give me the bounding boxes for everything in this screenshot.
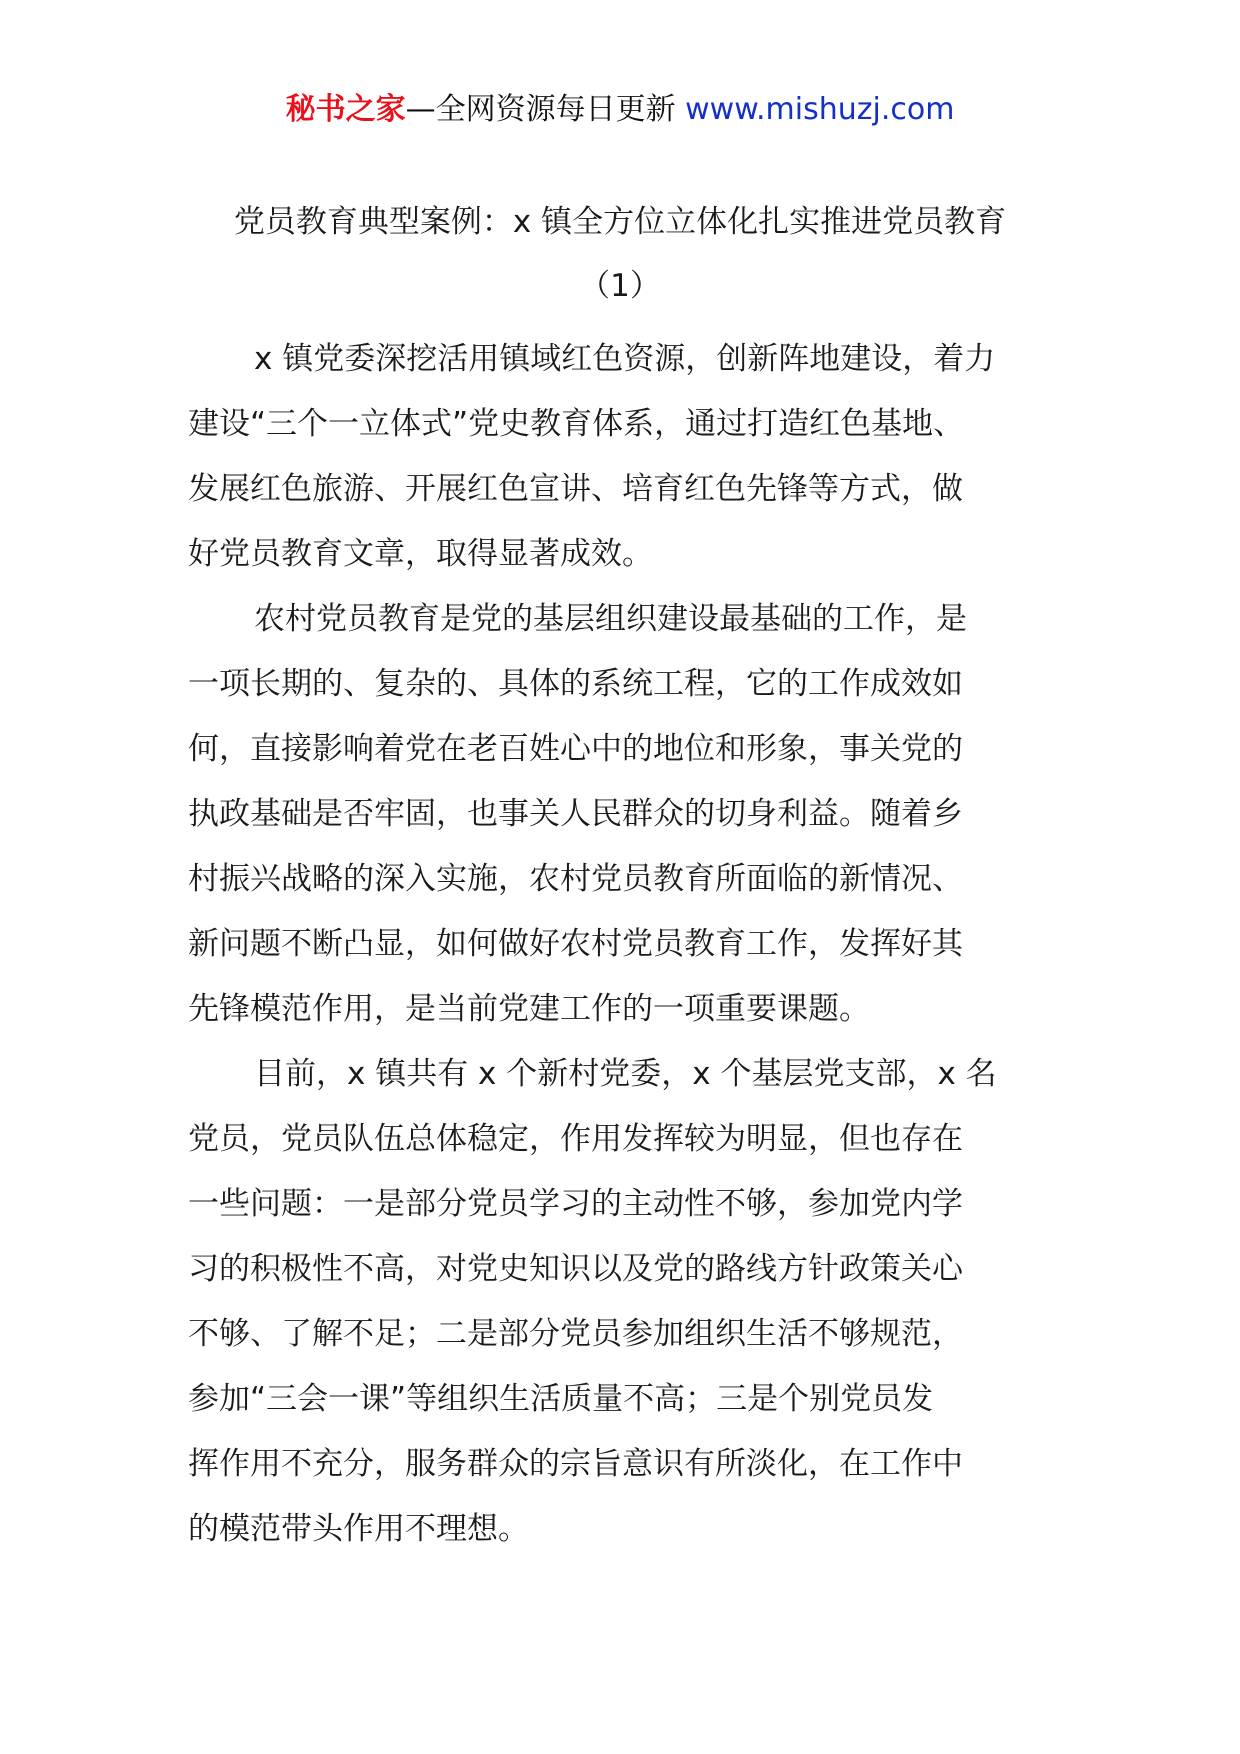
text-line: 党员，党员队伍总体稳定，作用发挥较为明显，但也存在 <box>188 1121 963 1157</box>
paragraph <box>188 327 1068 587</box>
site-header <box>0 88 1240 132</box>
text-line: 参加“三会一课”等组织生活质量不高；三是个别党员发 <box>188 1381 934 1417</box>
text-line: 不够、了解不足；二是部分党员参加组织生活不够规范， <box>188 1316 963 1352</box>
text-line: 一项长期的、复杂的、具体的系统工程，它的工作成效如 <box>188 666 963 702</box>
text-line: 发展红色旅游、开展红色宣讲、培育红色先锋等方式，做 <box>188 471 963 507</box>
paragraph <box>188 1042 1068 1562</box>
text-line: 习的积极性不高，对党史知识以及党的路线方针政策关心 <box>188 1251 963 1287</box>
title-line: 党员教育典型案例：x 镇全方位立体化扎实推进党员教育 <box>233 204 1007 240</box>
text-line: 执政基础是否牢固，也事关人民群众的切身利益。随着乡 <box>188 796 963 832</box>
text-line: 村振兴战略的深入实施，农村党员教育所面临的新情况、 <box>188 861 963 897</box>
paragraph <box>188 587 1068 1042</box>
text-line: 农村党员教育是党的基层组织建设最基础的工作，是 <box>254 601 967 637</box>
site-url-link[interactable]: www.mishuzj.com <box>685 92 955 127</box>
brand-name: 秘书之家 <box>285 92 406 127</box>
text-line: 建设“三个一立体式”党史教育体系，通过打造红色基地、 <box>188 406 965 442</box>
text-line: 好党员教育文章，取得显著成效。 <box>188 536 653 572</box>
document-title <box>0 190 1240 318</box>
title-number: （1） <box>579 268 661 304</box>
header-slogan: —全网资源每日更新 <box>405 92 686 127</box>
text-line: 一些问题：一是部分党员学习的主动性不够，参加党内学 <box>188 1186 963 1222</box>
text-line: 挥作用不充分，服务群众的宗旨意识有所淡化，在工作中 <box>188 1446 963 1482</box>
text-line: 何，直接影响着党在老百姓心中的地位和形象，事关党的 <box>188 731 963 767</box>
text-line: 新问题不断凸显，如何做好农村党员教育工作，发挥好其 <box>188 926 963 962</box>
document-body <box>188 327 1068 1562</box>
text-line: 目前，x 镇共有 x 个新村党委，x 个基层党支部，x 名 <box>254 1056 997 1092</box>
text-line: 先锋模范作用，是当前党建工作的一项重要课题。 <box>188 991 870 1027</box>
text-line: 的模范带头作用不理想。 <box>188 1511 529 1547</box>
text-line: x 镇党委深挖活用镇域红色资源，创新阵地建设，着力 <box>254 341 996 377</box>
